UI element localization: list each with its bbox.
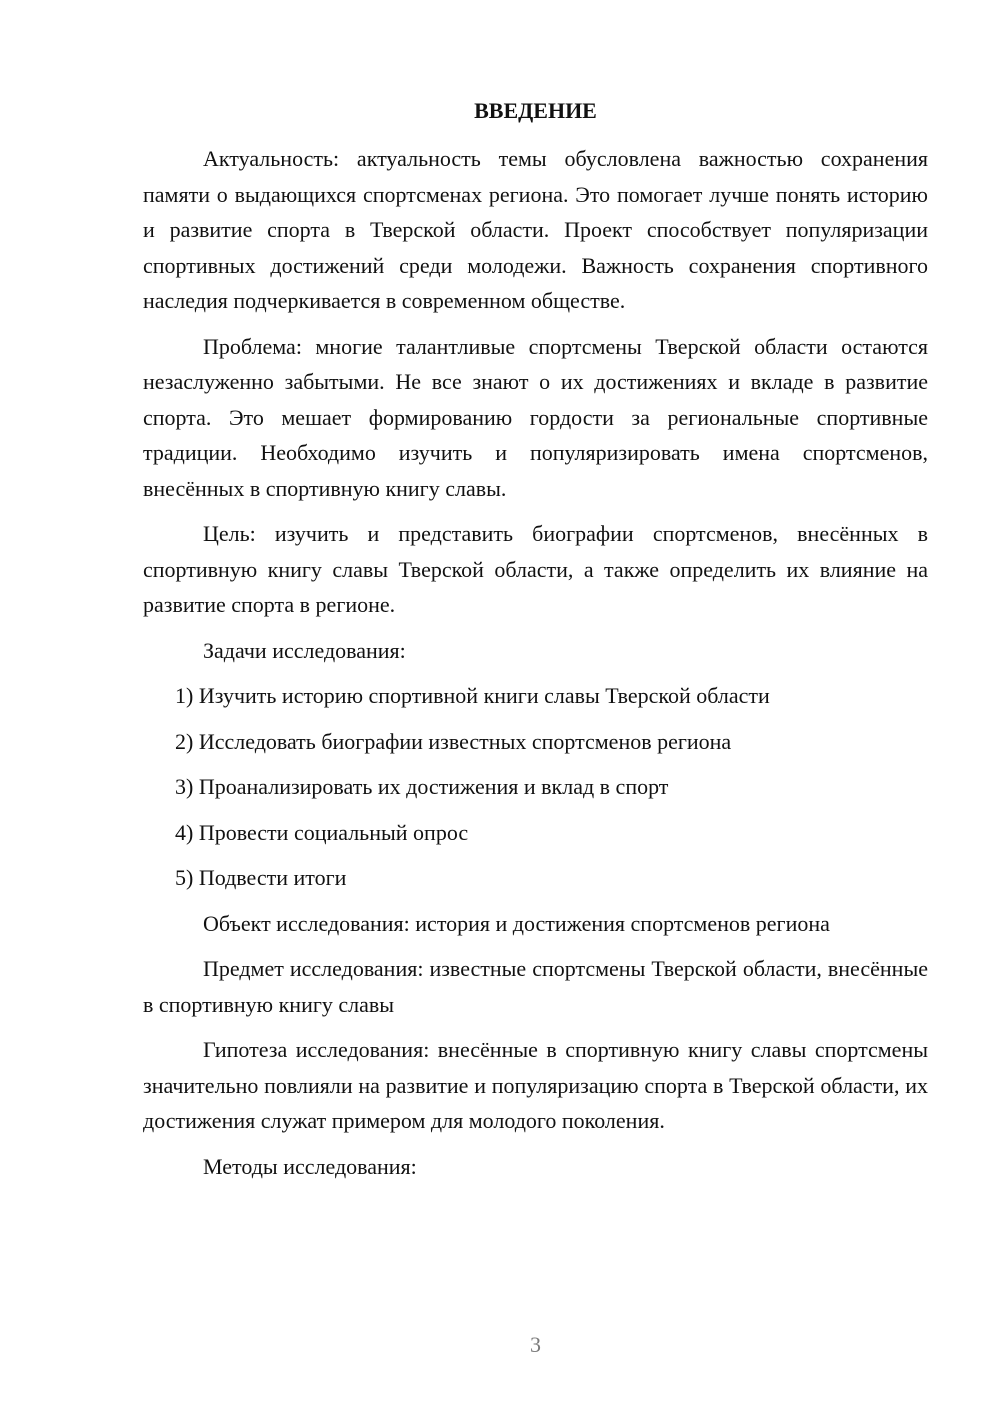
- document-body: [143, 141, 928, 1194]
- page-number: 3: [530, 1332, 541, 1357]
- paragraph-hypothesis: Гипотеза исследования: внесённые в спортивную книгу славы спортсмены значительно повлияли на развитие и популяризацию спорта в Тверской области, их достижения служат примером для молодого поколения.: [143, 1037, 928, 1133]
- paragraph-tasks-heading: Задачи исследования:: [203, 637, 406, 663]
- section-title: ВВЕДЕНИЕ: [474, 98, 597, 123]
- paragraph-subject: Предмет исследования: известные спортсмены Тверской области, внесённые в спортивную книгу славы: [143, 956, 928, 1017]
- task-item-3: 3) Проанализировать их достижения и вклад в спорт: [175, 774, 669, 799]
- task-item-5: 5) Подвести итоги: [175, 865, 347, 890]
- paragraph-goal: Цель: изучить и представить биографии спортсменов, внесённых в спортивную книгу славы Тверской области, а также определить их влияние на развитие спорта в регионе.: [143, 521, 928, 617]
- tasks-list: [143, 678, 928, 896]
- paragraph-problem: Проблема: многие талантливые спортсмены Тверской области остаются незаслуженно забытыми. Не все знают о их достижениях и вкладе в развитие спорта. Это мешает формированию гордости за региональные спортивные традиции. Необходимо изучить и популяризировать имена спортсменов, внесённых в спортивную книгу славы.: [143, 333, 928, 501]
- document-page: [143, 0, 928, 1414]
- task-item-4: 4) Провести социальный опрос: [175, 819, 469, 845]
- task-item-2: 2) Исследовать биографии известных спортсменов региона: [175, 728, 732, 754]
- paragraph-object: Объект исследования: история и достижения спортсменов региона: [203, 910, 830, 936]
- paragraph-methods-heading: Методы исследования:: [203, 1153, 417, 1179]
- paragraph-relevance: Актуальность: актуальность темы обусловлена важностью сохранения памяти о выдающихся спортсменах региона. Это помогает лучше понять историю и развитие спорта в Тверской области. Проект способствует популяризации спортивных достижений среди молодежи. Важность сохранения спортивного наследия подчеркивается в современном обществе.: [143, 146, 928, 313]
- task-item-1: 1) Изучить историю спортивной книги славы Тверской области: [175, 683, 770, 708]
